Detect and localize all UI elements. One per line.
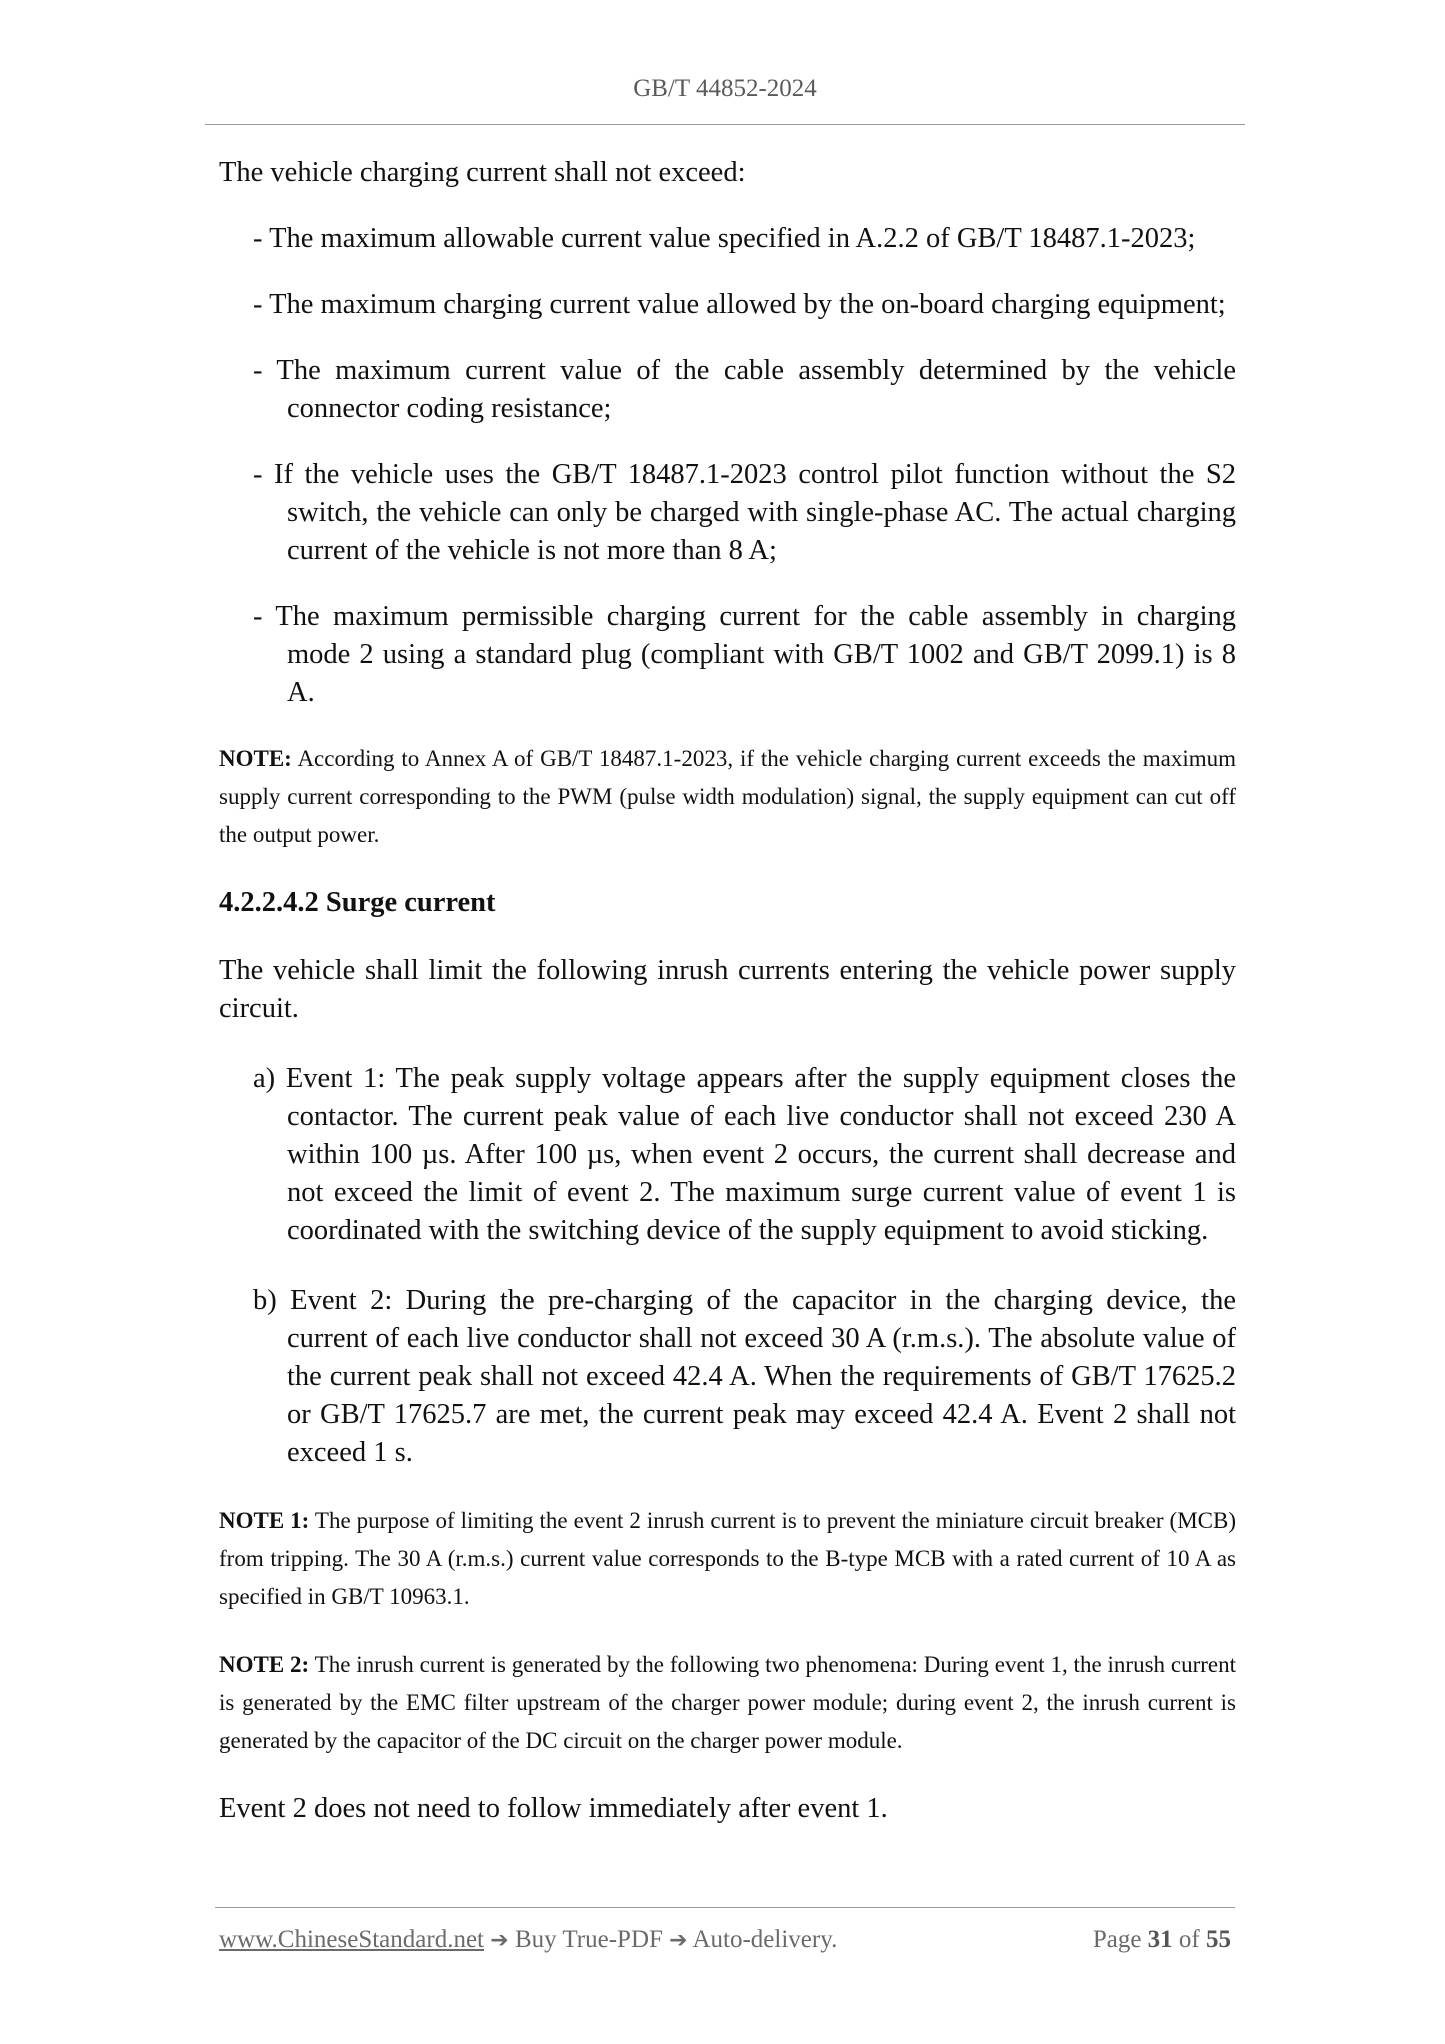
section-intro: The vehicle shall limit the following inrush currents entering the vehicle power supply circuit. [219,955,1236,1024]
page-header [205,70,1245,125]
section-heading: 4.2.2.4.2 Surge current [219,887,496,918]
website-link[interactable]: www.ChineseStandard.net [219,1926,484,1953]
list-item: - The maximum allowable current value specified in A.2.2 of GB/T 18487.1-2023; [253,223,1196,254]
list-item: - The maximum permissible charging current for the cable assembly in charging mode 2 using a standard plug (compliant with GB/T 1002 and GB/T 2099.1) is 8 A. [253,601,1236,708]
document-code: GB/T 44852-2024 [633,75,817,102]
note-text: According to Annex A of GB/T 18487.1-2023, if the vehicle charging current exceeds the maximum supply current corresponding to the PWM (pulse width modulation) signal, the supply equipment can cut off the output power. [219,746,1236,847]
note-text: The purpose of limiting the event 2 inrush current is to prevent the miniature circuit breaker (MCB) from tripping. The 30 A (r.m.s.) current value corresponds to the B-type MCB with a rated current of 10 A as specified in GB/T 10963.1. [219,1508,1237,1609]
note-label: NOTE 1: [219,1508,310,1533]
delivery-text: Auto-delivery. [687,1926,838,1953]
page-of: of [1172,1926,1206,1953]
note-label: NOTE: [219,746,292,771]
page-indicator [1093,1920,1231,1960]
note-label: NOTE 2: [219,1652,310,1677]
note-2 [219,1646,1236,1760]
page-footer [219,1920,1231,1960]
page-total: 55 [1206,1926,1231,1953]
footer-promo [219,1920,837,1961]
page-content [219,154,1236,1828]
current-limits-intro: The vehicle charging current shall not exceed: [219,157,746,188]
note-text: The inrush current is generated by the following two phenomena: During event 1, the inrush current is generated by the EMC filter upstream of the charger power module; during event 2, the inrush current is generated by the capacitor of the DC circuit on the charger power module. [219,1652,1236,1753]
note-1 [219,1502,1236,1616]
list-item: - The maximum charging current value allowed by the on-board charging equipment; [253,289,1226,320]
buy-text: Buy True-PDF [508,1926,670,1953]
list-item: - The maximum current value of the cable assembly determined by the vehicle connector coding resistance; [253,355,1236,424]
note [219,740,1236,854]
arrow-right-icon: ➔ [669,1928,688,1953]
page-current: 31 [1147,1926,1173,1953]
arrow-right-icon: ➔ [490,1928,509,1953]
footer-divider [215,1907,1235,1908]
event-item: a) Event 1: The peak supply voltage appears after the supply equipment closes the contactor. The current peak value of each live conductor shall not exceed 230 A within 100 µs. After 100 µs, when event 2 occurs, the current shall decrease and not exceed the limit of event 2. The maximum surge current value of event 1 is coordinated with the switching device of the supply equipment to avoid sticking. [253,1063,1236,1246]
list-item: - If the vehicle uses the GB/T 18487.1-2023 control pilot function without the S2 switch, the vehicle can only be charged with single-phase AC. The actual charging current of the vehicle is not more than 8 A; [253,459,1236,566]
closing-statement: Event 2 does not need to follow immediately after event 1. [219,1793,888,1824]
page-label: Page [1092,1926,1148,1953]
event-item: b) Event 2: During the pre-charging of the capacitor in the charging device, the current of each live conductor shall not exceed 30 A (r.m.s.). The absolute value of the current peak shall not exceed 42.4 A. When the requirements of GB/T 17625.2 or GB/T 17625.7 are met, the current peak may exceed 42.4 A. Event 2 shall not exceed 1 s. [253,1285,1236,1468]
